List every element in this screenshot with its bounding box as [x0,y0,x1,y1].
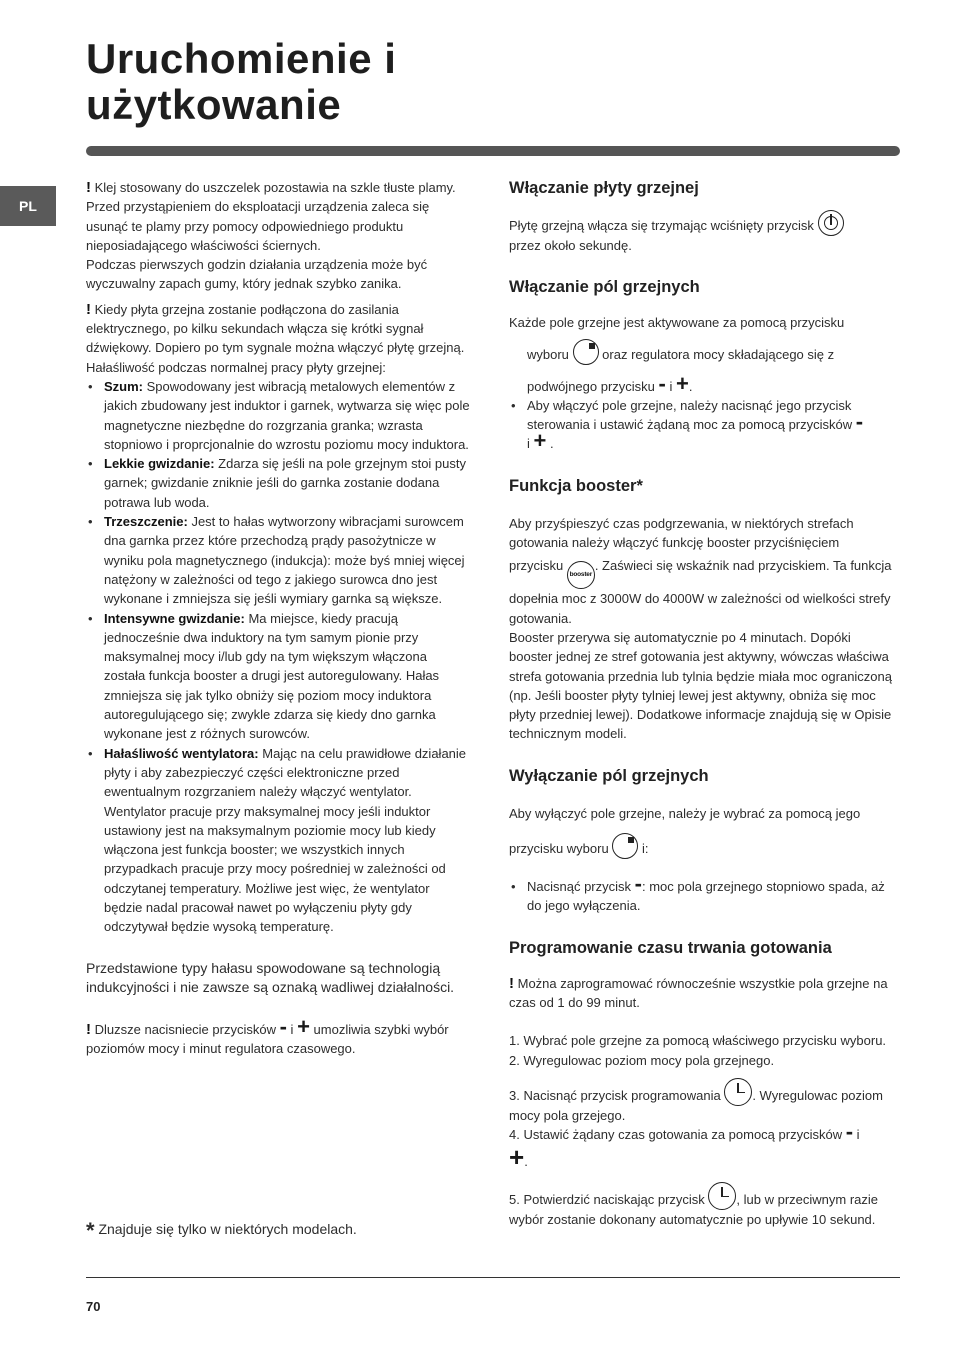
warning-mark: ! [86,1020,91,1038]
list-item [509,396,893,454]
period: . [688,378,693,394]
zones-on-text: Każde pole grzejne jest aktywowane za pomocą przycisku [509,315,845,331]
noise-term: Trzeszczenie: [104,514,188,530]
page-title [86,36,396,128]
section-heading: Włączanie płyty grzejnej [509,179,699,197]
language-tab: PL [0,186,56,226]
timer-note [509,974,893,1013]
timer-note-text: Można zaprogramować równocześnie wszystkie pola grzejne na czas od 1 do 99 minut. [509,975,888,1010]
list-item [509,871,893,916]
section-heading: Programowanie czasu trwania gotowania [509,938,832,957]
plus-icon: + [509,1142,525,1173]
section-text [509,210,893,255]
noise-text: Spowodowany jest wibracją metalowych elementów z jakich zbudowany jest induktor i garnek, wytwarza się więc pole magnetyczne niezbędne do rozgrzania granka; wzrasta stopniowo i proprcjonalnie do wzrostu poziomu mocy induktora. [104,378,470,452]
minus-icon: - [845,1119,854,1145]
zones-off-bullet-text-end: : moc pola grzejnego stopniowo spada, aż do jego wyłączenia. [527,879,885,914]
asterisk-icon: * [86,1218,95,1243]
plus-icon: + [533,428,547,454]
note-cleaning [86,178,470,255]
section-zones-on [509,277,893,453]
note-long-press-text-end: umozliwia szybki wybór poziomów mocy i minut regulatora czasowego. [86,1021,449,1056]
section-heading: Włączanie pól grzejnych [509,278,700,297]
power-icon [818,210,844,236]
booster-text: Aby przyśpieszyć czas podgrzewania, w niektórych strefach gotowania należy włączyć funkcję booster przyciśnięciem [509,515,854,551]
noise-list [86,377,470,937]
list-item [86,609,470,744]
right-column [509,178,893,1251]
clock-icon [724,1078,752,1106]
timer-step-3-text: 3. Nacisnąć przycisk programowania [509,1087,721,1103]
zones-on-line [509,339,893,365]
warning-mark: ! [86,179,91,196]
section-zones-off [509,766,893,916]
noise-text: Zdarza się jeśli na pole grzejnym stoi pusty garnek; gwizdanie zniknie jeśli do garnka zostanie dodana potrawa lub woda. [104,456,466,510]
note-long-press [86,1013,470,1059]
footnote-text: Znajduje się tylko w niektórych modelach. [98,1221,357,1237]
timer-step-2: 2. Wyregulowac poziom mocy pola grzejnego. [509,1052,775,1068]
noise-intro: Hałaśliwość podczas normalnej pracy płyty grzejnej: [86,359,386,375]
booster-line [509,556,893,628]
section-heading: Wyłączanie pól grzejnych [509,766,709,785]
section-heading: Funkcja booster* [509,476,643,495]
booster-text-4: Booster przerywa się automatycznie po 4 minutach. Dopóki booster jednej ze stref gotowania jest aktywny, wówczas właściwa strefa gotowania przednia lub tylnia będzie miała moc ograniczoną (np. Jeśli booster płyty tylniej lewej jest aktywny, obniża się moc płyty przedniej lewej). Dodatkowe informacje znajdują się w Opisie technicznym modeli. [509,629,892,742]
section-hob-on [509,178,893,255]
timer-step-3-text-end: . Wyregulowac poziom mocy pola grzejego. [509,1087,883,1123]
zones-off-line [509,833,893,859]
period: . [524,1154,528,1170]
zones-on-list [509,396,893,454]
timer-step-3 [509,1078,893,1125]
title-divider [86,146,900,156]
noise-term: Szum: [104,378,143,394]
conjunction: i [669,378,673,394]
noise-text: Mając na celu prawidłowe działanie płyty i aby zabezpieczyć części elektroniczne przed ewentualnym rozgrzaniem należy włączyć wentylator. Wentylator pracuje przy maksymalnej mocy jeśli induktor ustawiony jest na maksymalnym poziomie mocy lub kiedy włączona jest funkcja booster; we wszystkich innych przypadkach pracuje przy mocy pośredniej w zależności od odczytanej temperatury. Możliwe jest więc, że wentylator będzie nadal pracował nawet po wyłączeniu płyty gdy odczytywał będzie wysoką temperaturę. [104,745,467,935]
zones-off-list [509,871,893,916]
timer-step-5-text: 5. Potwierdzić naciskając przycisk [509,1191,705,1207]
page-title-line1: Uruchomienie i [86,35,397,82]
timer-step-1: 1. Wybrać pole grzejne za pomocą właściwego przycisku wyboru. [509,1033,887,1049]
booster-icon: booster [567,561,595,589]
note-beep [86,300,470,358]
zones-on-text-2: wyboru [527,346,569,362]
zones-off-text-2: przycisku wyboru [509,841,609,857]
zones-on-text-3: oraz regulatora mocy składającego się z [602,346,835,362]
footnote [86,1218,357,1244]
clock-icon [708,1182,736,1210]
timer-step-4-text: 4. Ustawić żądany czas gotowania za pomocą przycisków [509,1127,843,1143]
plus-icon: + [676,370,689,396]
page-number: 70 [86,1299,101,1314]
timer-step-5-text-end: , lub w przeciwnym razie wybór zostanie dokonany automatycznie po upływie 10 sekund. [509,1191,879,1227]
zones-off-text-3: i: [641,841,649,857]
period: . [550,436,554,452]
footer-divider [86,1277,900,1278]
zones-on-line [509,370,893,396]
conjunction: i [856,1127,860,1143]
booster-text-2: przycisku [509,558,564,574]
noise-term: Hałaśliwość wentylatora: [104,745,259,761]
left-column [86,178,470,1058]
warning-mark: ! [509,974,514,992]
timer-step-5 [509,1182,893,1229]
list-item [86,512,470,608]
conjunction: i [527,436,530,452]
booster-text-3: . Zaświeci się wskaźnik nad przyciskiem. Ta funkcja dopełnia moc z 3000W do 4000W w zależności od wielkości strefy gotowania. [509,558,892,626]
plus-icon: + [297,1013,310,1039]
noise-text: Jest to hałas wytworzony wibracjami surowcem dna garnka przez które przechodzą prądy pasożytnicze w wyniku pola magnetycznego (indukcja): może byś mniej więcej natężony w zależności od tego z jakiego surowca dno jest wykonane i zmniejsza się jeśli wymiary garnka są większe. [104,514,465,607]
minus-icon: - [855,409,864,435]
note-cleaning-text: Klej stosowany do uszczelek pozostawia na szkle tłuste plamy. Przed przystąpieniem do eksploatacji urządzenia zaleca się usunąć te plamy przy pomocy odpowiedniego produktu nieposiadającego właściwości ściernych. [86,180,456,253]
zones-off-bullet-text: Nacisnąć przycisk [527,879,632,895]
minus-icon: - [658,370,666,396]
warning-mark: ! [86,300,91,318]
timer-step-4 [509,1119,893,1173]
zones-on-bullet-text: Aby włączyć pole grzejne, należy nacisnąć jego przycisk sterowania i ustawić żądaną moc za pomocą przycisków [527,397,853,433]
zones-off-text: Aby wyłączyć pole grzejne, należy je wybrać za pomocą jego [509,805,861,821]
noise-text: Ma miejsce, kiedy pracują jednocześnie dwa induktory na tym samym pionie przy maksymalnej mocy i/lub gdy na tym większym włączona została funkcja booster a drugi jest autoregulowany. Hałas zmniejsza się jak tylko obniży się poziom mocy induktora autoregulującego się; zwykle zdarza się kiedy dno garnka wykonane jest z różnych surowców. [104,610,440,742]
list-item [86,744,470,937]
select-icon [573,339,599,365]
noise-term: Intensywne gwizdanie: [104,610,245,626]
zones-on-text-4: podwójnego przycisku [527,378,655,394]
note-beep-text: Kiedy płyta grzejna zostanie podłączona do zasilania elektrycznego, po kilku sekundach włącza się krótki sygnał dźwiękowy. Dopiero po tym sygnale można włączyć płytę grzejną. [86,301,465,356]
list-item [86,377,470,454]
section-booster [509,476,893,744]
note-long-press-text: Dluzsze nacisniecie przycisków [94,1021,276,1037]
minus-icon: - [634,871,642,897]
list-item [86,454,470,512]
select-icon [612,833,638,859]
hob-on-text: Płytę grzejną włącza się trzymając wciśnięty przycisk [509,218,814,233]
note-smell: Podczas pierwszych godzin działania urządzenia może być wyczuwalny zapach gumy, który jednak szybko zanika. [86,257,428,292]
minus-icon: - [279,1013,287,1039]
page-title-line2: użytkowanie [86,81,342,128]
noise-term: Lekkie gwizdanie: [104,456,215,472]
noise-summary: Przedstawione typy hałasu spowodowane są technologią indukcyjności i nie zawsze są oznaką wadliwej działalności. [86,959,455,996]
conjunction: i [290,1021,294,1037]
hob-on-text-end: przez około sekundę. [509,238,632,253]
section-timer [509,938,893,1229]
